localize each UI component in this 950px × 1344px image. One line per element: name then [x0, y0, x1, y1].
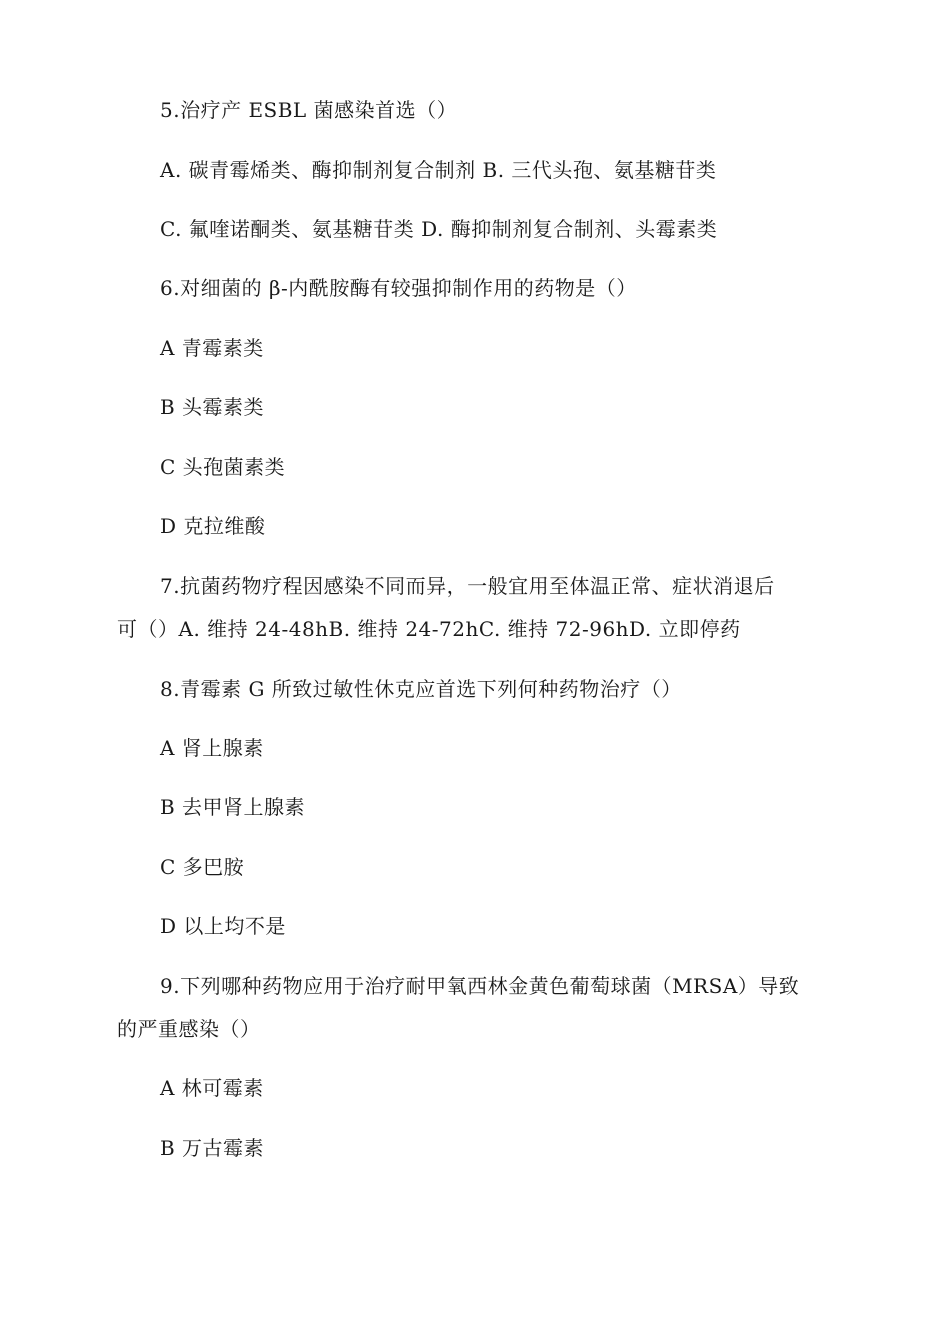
question-7-stem: 7.抗菌药物疗程因感染不同而异，一般宜用至体温正常、症状消退后 — [160, 574, 775, 598]
question-9-option-a: A 林可霉素 — [160, 1076, 264, 1100]
question-5-options-ab: A. 碳青霉烯类、酶抑制剂复合制剂 B. 三代头孢、氨基糖苷类 — [160, 158, 717, 182]
question-6-option-c: C 头孢菌素类 — [160, 455, 286, 479]
question-5-stem: 5.治疗产 ESBL 菌感染首选（） — [160, 98, 458, 122]
question-6-stem: 6.对细菌的 β-内酰胺酶有较强抑制作用的药物是（） — [160, 276, 637, 300]
question-9-stem-continued: 的严重感染（） — [117, 1017, 261, 1041]
question-8-option-c: C 多巴胺 — [160, 855, 245, 879]
question-9-option-b: B 万古霉素 — [160, 1136, 265, 1160]
question-8-option-a: A 肾上腺素 — [160, 736, 264, 760]
question-9-stem: 9.下列哪种药物应用于治疗耐甲氧西林金黄色葡萄球菌（MRSA）导致 — [160, 974, 800, 998]
question-6-option-d: D 克拉维酸 — [160, 514, 266, 538]
question-8-option-b: B 去甲肾上腺素 — [160, 795, 306, 819]
question-8-option-d: D 以上均不是 — [160, 914, 286, 938]
question-6-option-b: B 头霉素类 — [160, 395, 265, 419]
question-8-stem: 8.青霉素 G 所致过敏性休克应首选下列何种药物治疗（） — [160, 677, 682, 701]
question-5-options-cd: C. 氟喹诺酮类、氨基糖苷类 D. 酶抑制剂复合制剂、头霉素类 — [160, 217, 718, 241]
question-7-options: 可（）A. 维持 24-48hB. 维持 24-72hC. 维持 72-96hD. 立即停药 — [117, 617, 741, 641]
question-6-option-a: A 青霉素类 — [160, 336, 264, 360]
